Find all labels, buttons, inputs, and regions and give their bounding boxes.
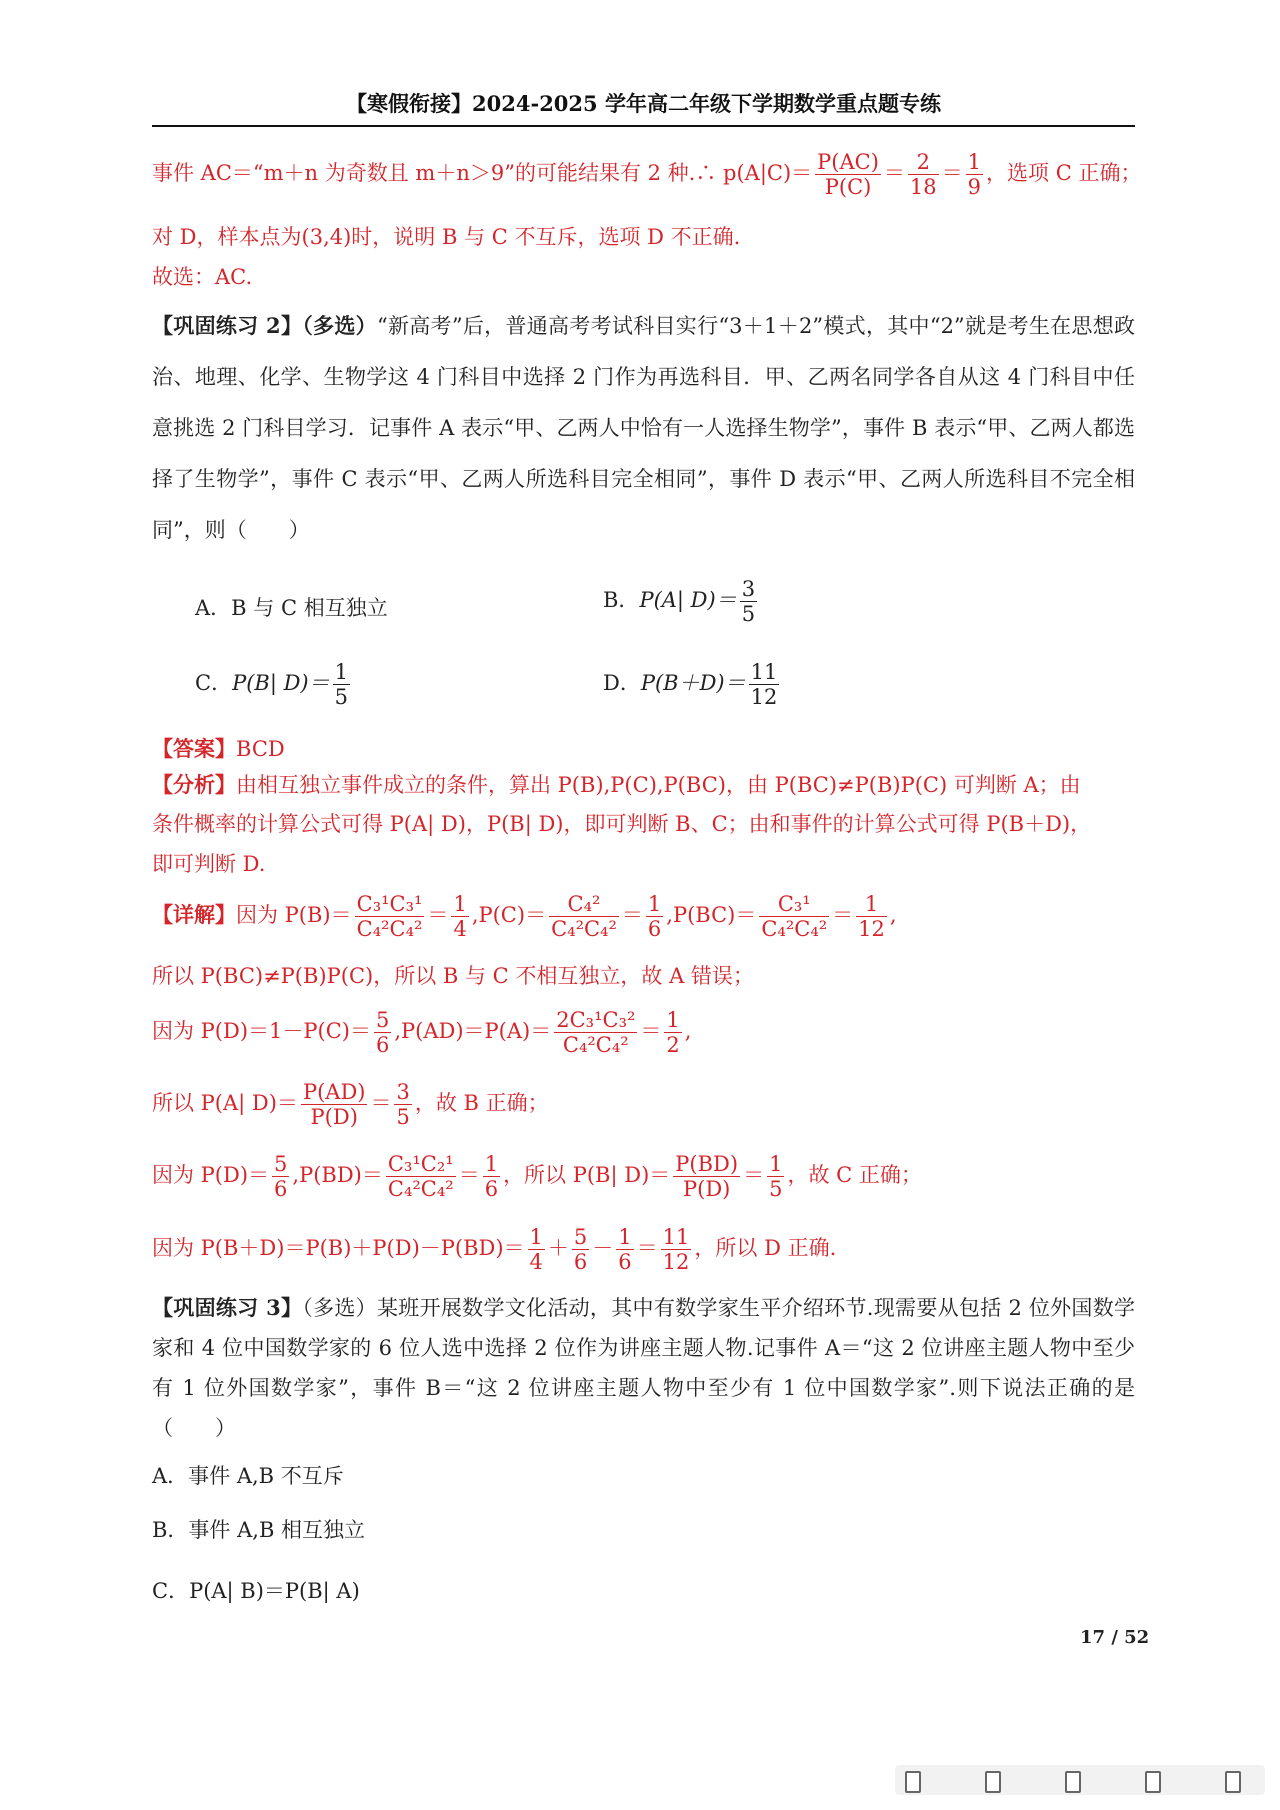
fraction: $\frac{1}{5}$	[334, 660, 348, 710]
fraction: $\frac{\text{C₃¹}}{\text{C₄²C₄²}}$	[761, 892, 828, 942]
q2-detail-line-6: 因为 P(B＋D)＝P(B)＋P(D)－P(BD)＝ $\frac{1}{4}$ ＋ $\frac{5}{6}$ － $\frac{1}{6}$ ＝ $\frac{11}{12}$ ，所以 D 正确.	[152, 1225, 837, 1275]
fraction: $\frac{1}{5}$	[769, 1152, 783, 1202]
fraction: $\frac{2}{18}$	[909, 150, 937, 200]
page-header-title: 【寒假衔接】2024-2025 学年高二年级下学期数学重点题专练	[346, 91, 941, 116]
fraction: $\frac{1}{2}$	[666, 1008, 680, 1058]
fraction: $\frac{P(AC)}{P(C)}$	[817, 150, 879, 200]
q2-detail-line-5: 因为 P(D)＝ $\frac{5}{6}$ ,P(BD)＝ $\frac{\text{C₃¹C₂¹}}{\text{C₄²C₄²}}$ ＝ $\frac{1}{6}$ ，所以 P(B| D)＝ $\frac{P(BD)}{P(D)}$ ＝ $\frac{1}{5}$ ，故 C 正确；	[152, 1152, 922, 1202]
question-2-stem	[152, 300, 1135, 556]
fraction: $\frac{\text{C₃¹C₂¹}}{\text{C₄²C₄²}}$	[387, 1152, 454, 1202]
fraction: $\frac{5}{6}$	[375, 1008, 390, 1058]
question-2-type: （多选）	[302, 313, 377, 338]
fraction: $\frac{1}{12}$	[858, 892, 885, 942]
page-thumb-icon[interactable]	[905, 1771, 921, 1793]
q2-detail-line-3: 因为 P(D)＝1－P(C)＝ $\frac{5}{6}$ ,P(AD)＝P(A)＝ $\frac{\text{2C₃¹C₃²}}{\text{C₄²C₄²}}$ ＝ $\frac{1}{2}$ ,	[152, 1008, 692, 1058]
q3-option-b: B．事件 A,B 相互独立	[152, 1518, 366, 1542]
fraction: $\frac{5}{6}$	[274, 1152, 288, 1202]
question-2-tag: 【巩固练习 2】	[152, 313, 303, 338]
fraction: $\frac{1}{6}$	[647, 892, 662, 942]
header-rule	[152, 125, 1135, 127]
q2-analysis-line-1: 【分析】由相互独立事件成立的条件，算出 P(B),P(C),P(BC)，由 P(BC)≠P(B)P(C) 可判断 A；由	[152, 772, 1081, 797]
page-thumb-icon[interactable]	[985, 1771, 1001, 1793]
fraction: $\frac{\text{2C₃¹C₃²}}{\text{C₄²C₄²}}$	[556, 1008, 636, 1058]
q2-option-b: B．P(A| D)＝ $\frac{3}{5}$	[603, 577, 756, 627]
fraction: $\frac{11}{12}$	[750, 660, 778, 710]
q2-detail-line-4: 所以 P(A| D)＝ $\frac{P(AD)}{P(D)}$ ＝ $\frac{3}{5}$ ，故 B 正确；	[152, 1080, 549, 1130]
q3-option-c: C．P(A| B)＝P(B| A)	[152, 1579, 360, 1603]
q2-detail-line-2: 所以 P(BC)≠P(B)P(C)，所以 B 与 C 不相互独立，故 A 错误；	[152, 964, 754, 988]
fraction: $\frac{1}{4}$	[529, 1225, 543, 1275]
prev-solution-line-1: 事件 AC＝“m＋n 为奇数且 m＋n＞9”的可能结果有 2 种.∴ p(A|C)＝ $\frac{P(AC)}{P(C)}$ ＝ $\frac{2}{18}$ ＝ $\frac{1}{9}$ ，选项 C 正确；	[152, 150, 1142, 200]
prev-solution-line-3: 故选：AC.	[152, 265, 253, 289]
question-3-stem	[152, 1288, 1135, 1448]
question-3-tag: 【巩固练习 3】	[152, 1295, 303, 1320]
prev-line1-tail: ，选项 C 正确；	[986, 161, 1142, 186]
fraction: $\frac{1}{9}$	[967, 150, 982, 200]
question-3-text: 某班开展数学文化活动，其中有数学家生平介绍环节.现需要从包括 2 位外国数学家和 4 位中国数学家的 6 位人选中选择 2 位作为讲座主题人物.记事件 A＝“这 2 位讲座主题人物中至少有 1 位外国数学家”，事件 B＝“这 2 位讲座主题人物中至少有 1 位中国数学家”.则下说法正确的是（ ）	[152, 1296, 1135, 1440]
fraction: $\frac{3}{5}$	[396, 1080, 410, 1130]
fraction: $\frac{\text{C₄²}}{\text{C₄²C₄²}}$	[551, 892, 617, 942]
prev-solution-line-2: 对 D，样本点为(3,4)时，说明 B 与 C 不互斥，选项 D 不正确.	[152, 225, 741, 249]
fraction: $\frac{P(BD)}{P(D)}$	[675, 1152, 739, 1202]
question-2-text: “新高考”后，普通高考考试科目实行“3＋1＋2”模式，其中“2”就是考生在思想政治、地理、化学、生物学这 4 门科目中选择 2 门作为再选科目．甲、乙两名同学各自从这 4 门科目中任意挑选 2 门科目学习．记事件 A 表示“甲、乙两人中恰有一人选择生物学”，事件 B 表示“甲、乙两人都选择了生物学”，事件 C 表示“甲、乙两人所选科目完全相同”，事件 D 表示“甲、乙两人所选科目不完全相同”，则（ ）	[152, 314, 1135, 542]
fraction: $\frac{5}{6}$	[573, 1225, 588, 1275]
q2-analysis-line-3: 即可判断 D.	[152, 852, 266, 876]
fraction: $\frac{P(AD)}{P(D)}$	[302, 1080, 366, 1130]
q2-answer: 【答案】BCD	[152, 736, 285, 761]
bottom-toolbar	[895, 1765, 1265, 1795]
fraction: $\frac{1}{6}$	[618, 1225, 632, 1275]
q2-option-a: A．B 与 C 相互独立	[195, 596, 388, 620]
page-thumb-icon[interactable]	[1225, 1771, 1241, 1793]
fraction: $\frac{\text{C₃¹C₃¹}}{\text{C₄²C₄²}}$	[356, 892, 423, 942]
q2-option-d: D．P(B＋D)＝ $\frac{11}{12}$	[603, 660, 778, 710]
q2-option-c: C．P(B| D)＝ $\frac{1}{5}$	[195, 660, 348, 710]
question-3-type: （多选）	[302, 1296, 377, 1320]
fraction: $\frac{1}{6}$	[484, 1152, 499, 1202]
page-number: 17 / 52	[1080, 1627, 1150, 1648]
page-thumb-icon[interactable]	[1145, 1771, 1161, 1793]
q2-analysis-line-2: 条件概率的计算公式可得 P(A| D)，P(B| D)，即可判断 B、C；由和事件的计算公式可得 P(B＋D)，	[152, 812, 1092, 836]
q3-option-a: A．事件 A,B 不互斥	[152, 1464, 344, 1488]
fraction: $\frac{3}{5}$	[741, 577, 756, 627]
fraction: $\frac{11}{12}$	[662, 1225, 690, 1275]
fraction: $\frac{1}{4}$	[453, 892, 467, 942]
page-thumb-icon[interactable]	[1065, 1771, 1081, 1793]
q2-detail-line-1: 【详解】因为 P(B)＝ $\frac{\text{C₃¹C₃¹}}{\text{C₄²C₄²}}$ ＝ $\frac{1}{4}$ ,P(C)＝ $\frac{\text{C₄²}}{\text{C₄²C₄²}}$ ＝ $\frac{1}{6}$ ,P(BC)＝ $\frac{\text{C₃¹}}{\text{C₄²C₄²}}$ ＝ $\frac{1}{12}$ ,	[152, 892, 897, 942]
prev-line1-text: 事件 AC＝“m＋n 为奇数且 m＋n＞9”的可能结果有 2 种.∴ p(A|C)＝	[152, 161, 813, 186]
